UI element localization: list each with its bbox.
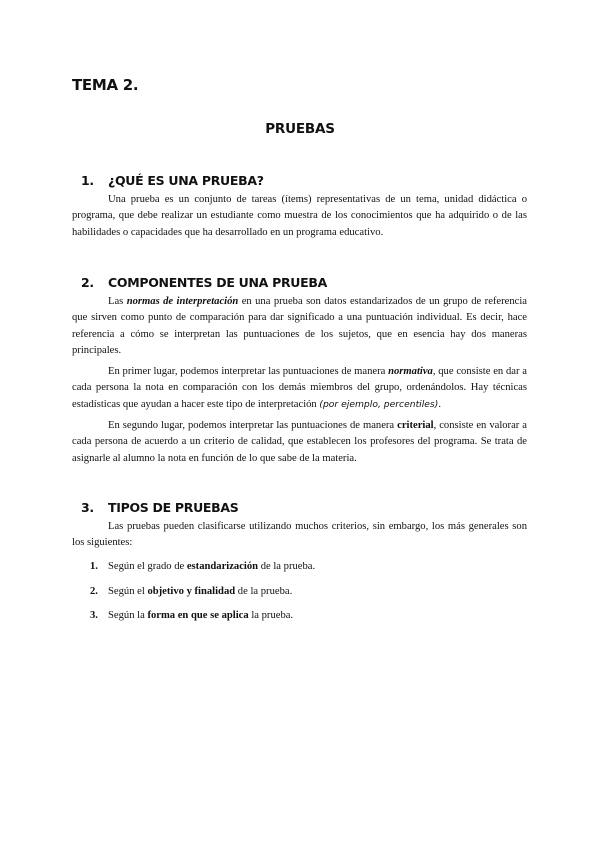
list-item-text-post: la prueba. bbox=[248, 610, 294, 621]
document-title: PRUEBAS bbox=[265, 121, 335, 137]
section-3-title: TIPOS DE PRUEBAS bbox=[108, 500, 239, 515]
section-2-heading bbox=[81, 275, 327, 290]
section-1-paragraph: Una prueba es un conjunto de tareas (ítems) representativas de un tema, unidad didáctica o programa, que debe realizar un estudiante como muestra de los conocimientos que ha adquirido o de las habilidades o capacidades que ha desarrollado en un programa educativo. bbox=[72, 194, 527, 238]
p1-post: en una prueba son datos estandarizados de un grupo de referencia que sirven como punto de comparación para dar significado a una puntuación individual. Es decir, hace referencia a cómo se interpretan las puntuaciones de los sujetos, que en esencia hay dos maneras principales. bbox=[72, 296, 527, 356]
list-item-bold: objetivo y finalidad bbox=[147, 586, 236, 597]
p3-post: , consiste en valorar a cada persona de acuerdo a un criterio de calidad, que establecen los profesores del programa. Se trata de asignarle al alumno la nota en función de lo que sabe de la materia. bbox=[72, 420, 527, 464]
section-1-number: 1. bbox=[81, 173, 94, 188]
list-item bbox=[90, 610, 293, 621]
section-2-paragraph-2 bbox=[72, 364, 527, 413]
section-3-intro: Las pruebas pueden clasificarse utilizando muchos criterios, sin embargo, los más generales son los siguientes: bbox=[72, 521, 527, 549]
p3-bold-term: criterial bbox=[397, 420, 434, 431]
list-item-number: 3. bbox=[90, 610, 98, 621]
list-item-bold: estandarización bbox=[186, 561, 259, 572]
section-2-paragraph-3 bbox=[72, 418, 527, 467]
list-item bbox=[90, 561, 315, 572]
list-item-number: 1. bbox=[90, 561, 98, 572]
p2-bold-term: normativa bbox=[388, 366, 433, 377]
list-item-text-pre: Según el bbox=[108, 586, 148, 597]
section-2-title: COMPONENTES DE UNA PRUEBA bbox=[108, 275, 327, 290]
section-2-number: 2. bbox=[81, 275, 94, 290]
list-item-number: 2. bbox=[90, 586, 98, 597]
section-2-paragraph-1 bbox=[72, 294, 527, 359]
section-1-title: ¿QUÉ ES UNA PRUEBA? bbox=[108, 173, 264, 188]
list-item-text-post: de la prueba. bbox=[235, 586, 293, 597]
p1-bold-term: normas de interpretación bbox=[126, 296, 239, 307]
section-3-number: 3. bbox=[81, 500, 94, 515]
tema-label: TEMA 2. bbox=[72, 76, 139, 94]
list-item-text-pre: Según la bbox=[108, 610, 148, 621]
section-1-heading bbox=[81, 173, 264, 188]
list-item bbox=[90, 586, 292, 597]
p2-end: . bbox=[438, 398, 441, 410]
p1-pre: Las bbox=[108, 296, 127, 307]
section-3-heading bbox=[81, 500, 238, 515]
list-item-text-post: de la prueba. bbox=[258, 561, 316, 572]
list-item-bold: forma en que se aplica bbox=[147, 610, 249, 621]
p2-italic-example: (por ejemplo, percentiles) bbox=[319, 398, 439, 410]
list-item-text-pre: Según el grado de bbox=[108, 561, 187, 572]
p2-post: , que consiste en dar a cada persona la nota en comparación con los demás miembros del grupo, ordenándolos. Hay técnicas estadísticas que ayudan a hacer este tipo de interpretación bbox=[72, 366, 527, 410]
p2-pre: En primer lugar, podemos interpretar las puntuaciones de manera bbox=[108, 366, 389, 377]
p3-pre: En segundo lugar, podemos interpretar las puntuaciones de manera bbox=[108, 420, 398, 431]
